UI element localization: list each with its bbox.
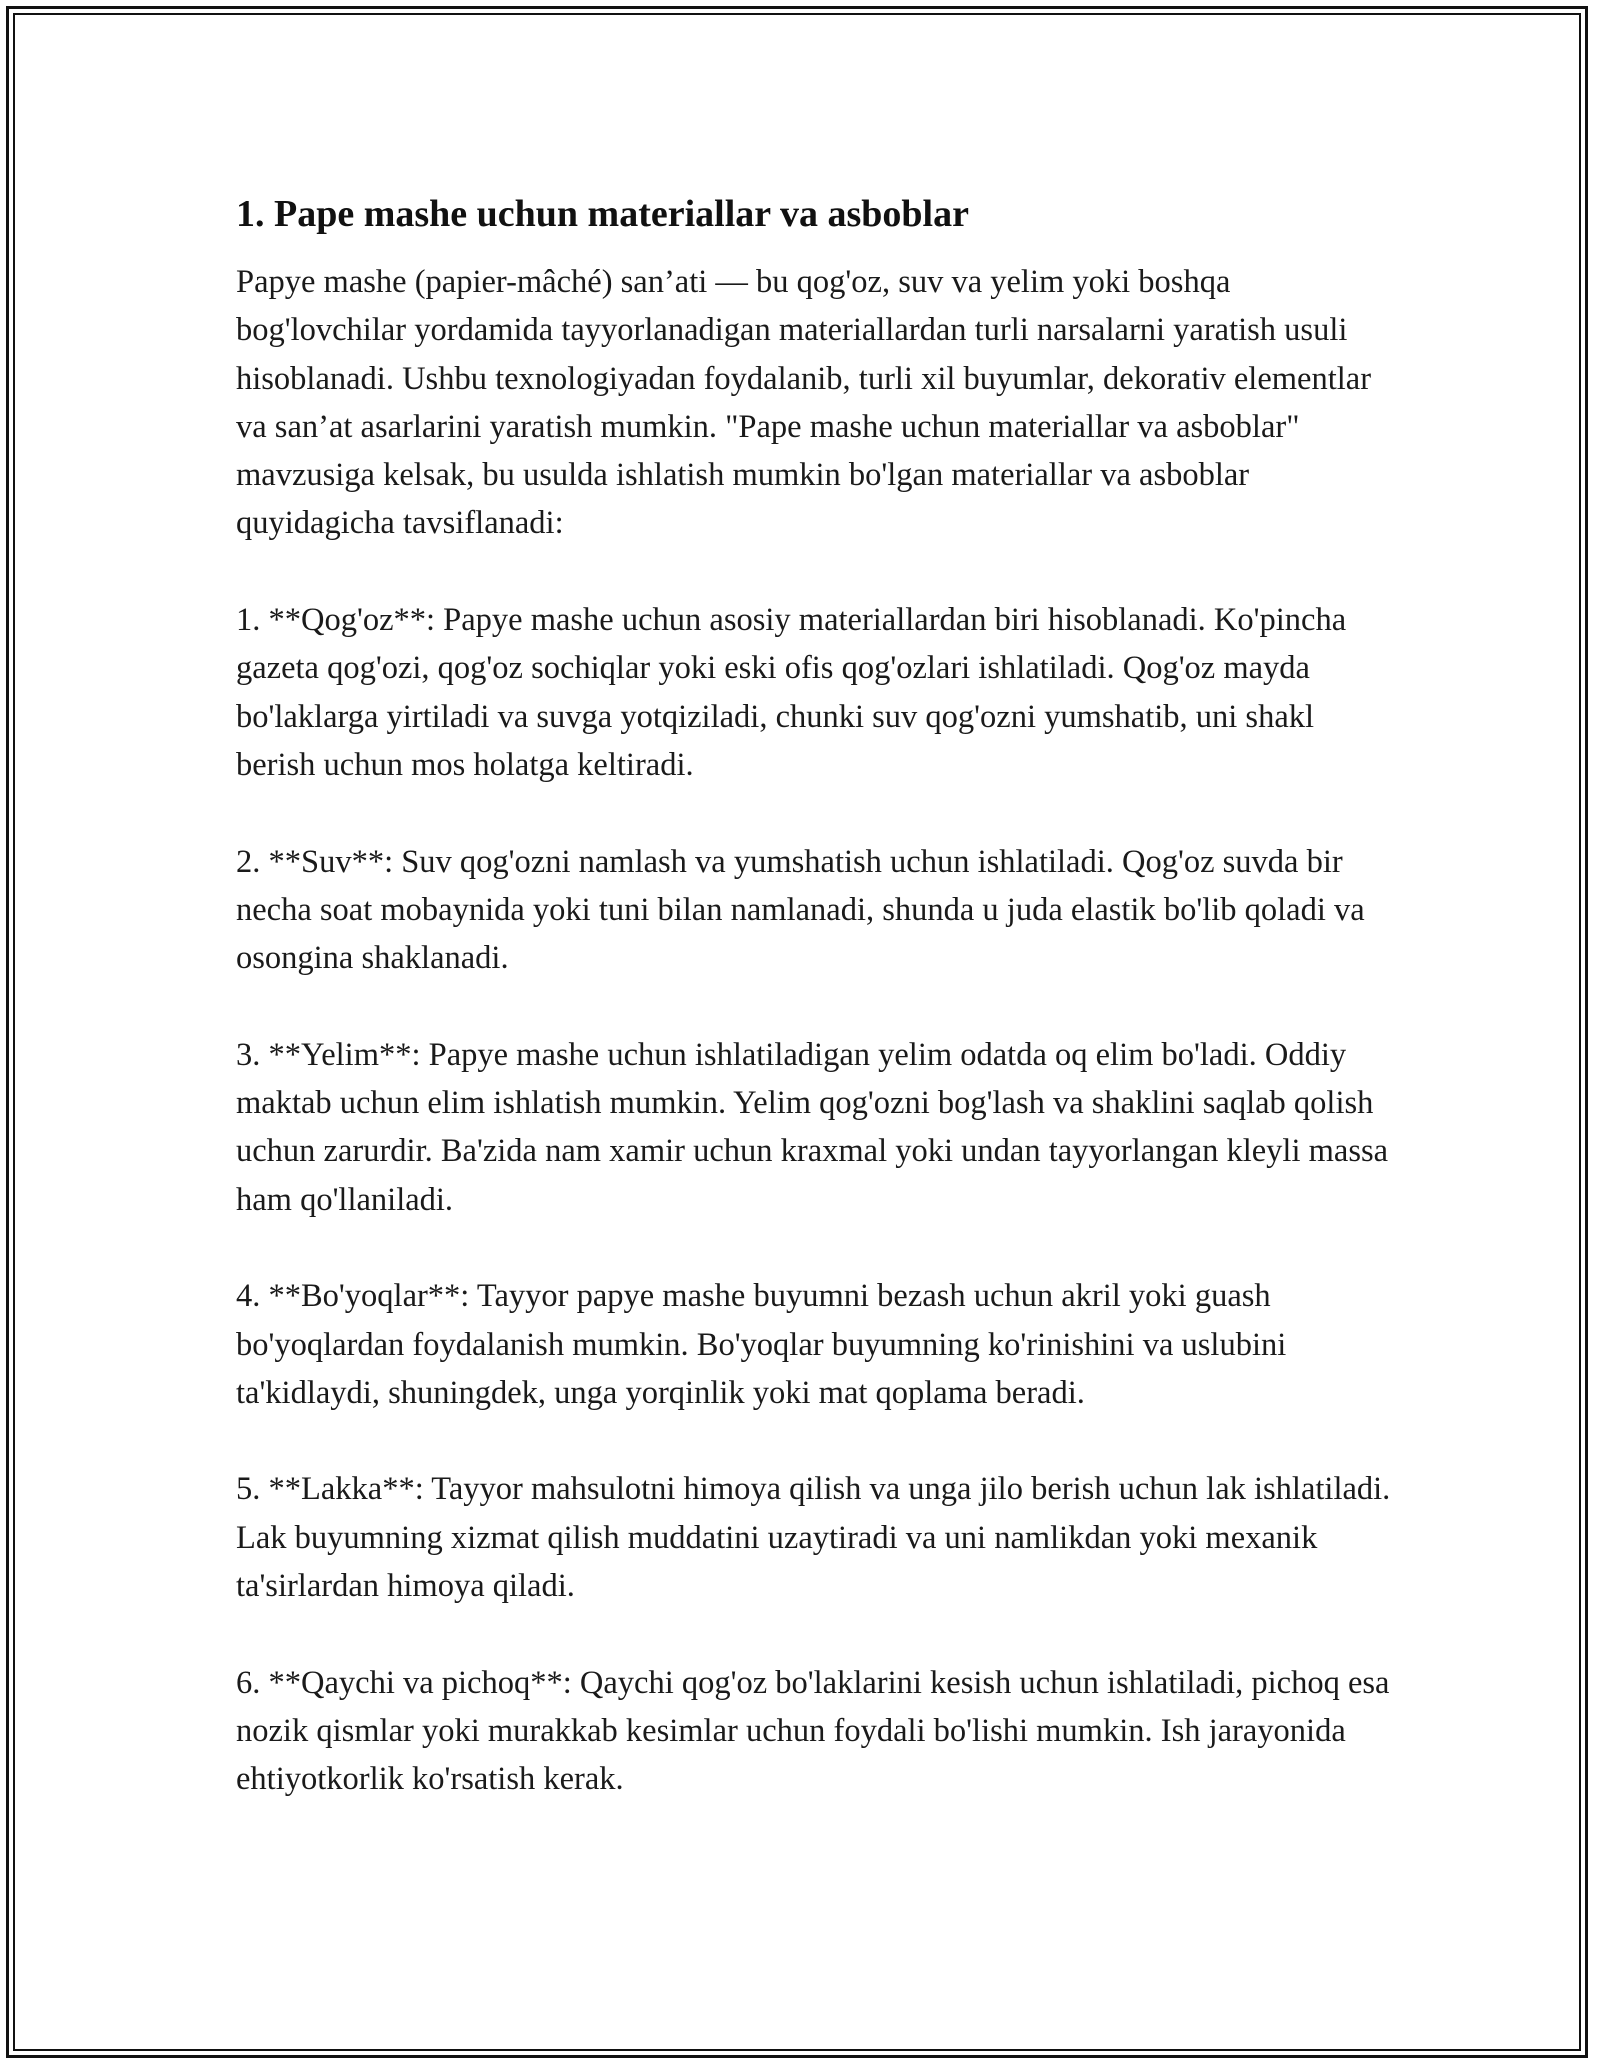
list-item-paints: 4. **Bo'yoqlar**: Tayyor papye mashe buyumni bezash uchun akril yoki guash bo'yoqlardan foydalanish mumkin. Bo'yoqlar buyumning ko'rinishini va uslubini ta'kidlaydi, shuningdek, unga yorqinlik yoki mat qoplama beradi. (236, 1278, 1287, 1411)
list-item-paper: 1. **Qog'oz**: Papye mashe uchun asosiy materiallardan biri hisoblanadi. Ko'pincha gazeta qog'ozi, qog'oz sochiqlar yoki eski ofis qog'ozlari ishlatiladi. Qog'oz mayda bo'laklarga yirtiladi va suvga yotqiziladi, chunki suv qog'ozni yumshatib, uni shakl berish uchun mos holatga keltiradi. (236, 602, 1347, 783)
document-body (236, 186, 1396, 1804)
list-item-water: 2. **Suv**: Suv qog'ozni namlash va yumshatish uchun ishlatiladi. Qog'oz suvda bir necha soat mobaynida yoki tuni bilan namlanadi, shunda u juda elastik bo'lib qoladi va osongina shaklanadi. (236, 843, 1365, 977)
intro-paragraph: Papye mashe (papier-mâché) san’ati — bu qog'oz, suv va yelim yoki boshqa bog'lovchilar yordamida tayyorlanadigan materiallardan turli narsalarni yaratish usuli hisoblanadi. Ushbu texnologiyadan foydalanib, turli xil buyumlar, dekorativ elementlar va san’at asarlarini yaratish mumkin. "Pape mashe uchun materiallar va asboblar" mavzusiga kelsak, bu usulda ishlatish mumkin bo'lgan materiallar va asboblar quyidagicha tavsiflanadi: (236, 264, 1372, 542)
list-item-scissors-knife: 6. **Qaychi va pichoq**: Qaychi qog'oz bo'laklarini kesish uchun ishlatiladi, pichoq esa nozik qismlar yoki murakkab kesimlar uchun foydali bo'lishi mumkin. Ish jarayonida ehtiyotkorlik ko'rsatish kerak. (236, 1664, 1390, 1798)
section-heading: 1. Pape mashe uchun materiallar va asboblar (236, 193, 969, 235)
list-item-glue: 3. **Yelim**: Papye mashe uchun ishlatiladigan yelim odatda oq elim bo'ladi. Oddiy maktab uchun elim ishlatish mumkin. Yelim qog'ozni bog'lash va shaklini saqlab qolish uchun zarurdir. Ba'zida nam xamir uchun kraxmal yoki undan tayyorlangan kleyli massa ham qo'llaniladi. (236, 1036, 1389, 1218)
list-item-varnish: 5. **Lakka**: Tayyor mahsulotni himoya qilish va unga jilo berish uchun lak ishlatiladi. Lak buyumning xizmat qilish muddatini uzaytiradi va uni namlikdan yoki mexanik ta'sirlardan himoya qiladi. (236, 1471, 1391, 1605)
